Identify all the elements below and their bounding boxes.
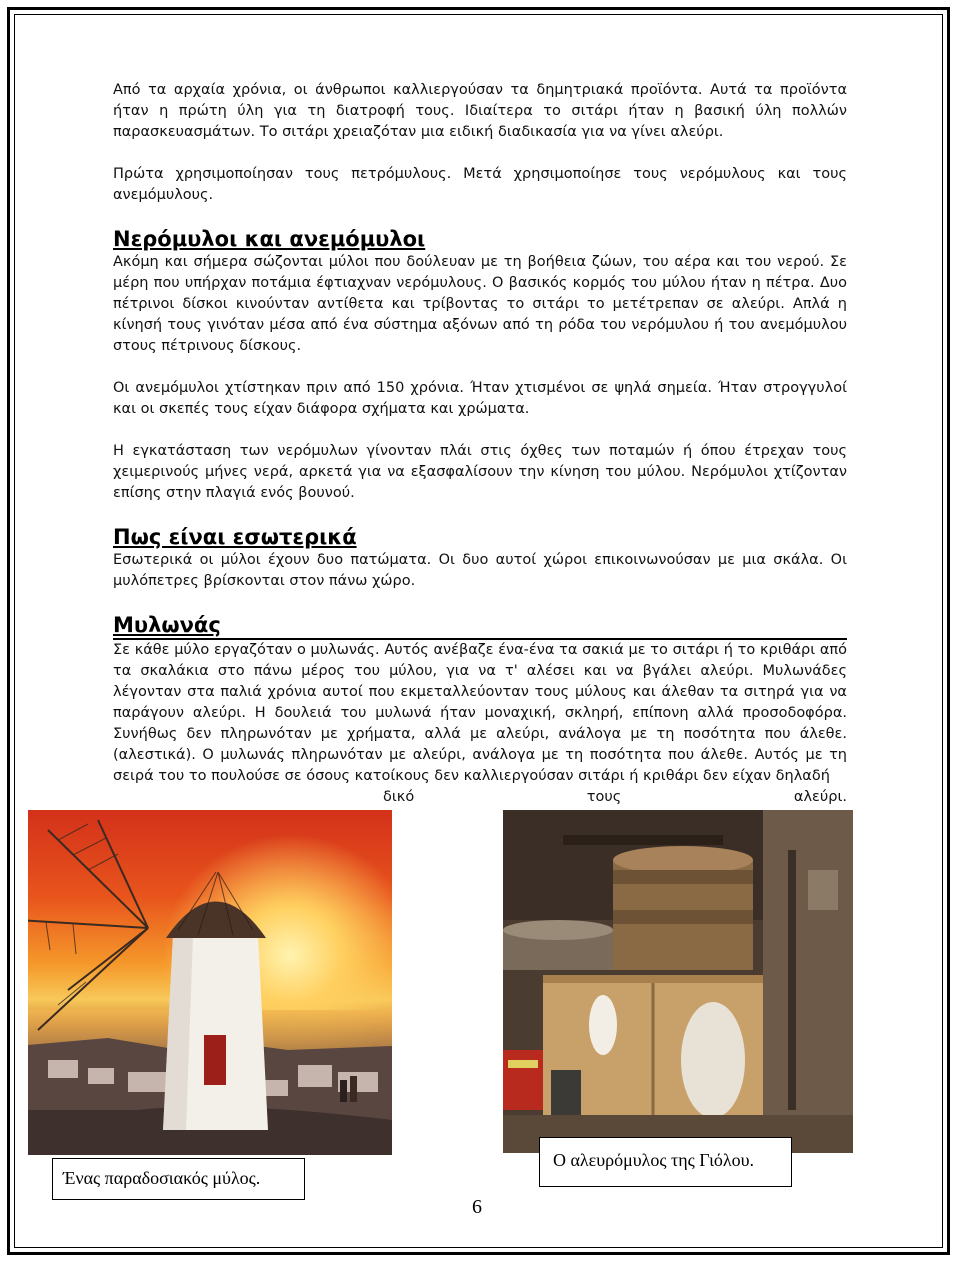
- watermills-paragraph-3: Η εγκατάσταση των νερόμυλων γίνονταν πλάι στις όχθες των ποταμών ή όπου έτρεχαν τους χειμερινούς μήνες νερά, αρκετά για να εξασφαλίσουν την κίνηση του μύλου. Νερόμυλοι χτίζονταν επίσης στην πλαγιά ενός βουνού.: [113, 443, 847, 501]
- caption-mill-interior: [539, 1137, 792, 1187]
- caption-windmill-text: Ένας παραδοσιακός μύλος.: [63, 1168, 261, 1188]
- windmill-illustration: [28, 810, 392, 1155]
- section-title-watermills: Νερόμυλοι και ανεμόμυλοι: [113, 227, 426, 251]
- section-title-miller: Μυλωνάς: [113, 612, 847, 640]
- intro-paragraph-2: Πρώτα χρησιμοποίησαν τους πετρόμυλους. Μετά χρησιμοποίησε τους νερόμυλους και τους ανεμόμυλους.: [113, 166, 847, 203]
- watermills-paragraph-1: Ακόμη και σήμερα σώζονται μύλοι που δούλευαν με τη βοήθεια ζώων, του αέρα και του νερού. Σε μέρη που υπήρχαν ποτάμια έφτιαχναν νερόμυλους. Ο βασικός κορμός του μύλου ήταν η πέτρα. Δυο πέτρινοι δίσκοι κινούνταν αντίθετα και τρίβοντας το σιτάρι το μετέτρεπαν σε αλεύρι. Απλά η κίνησή τους γινόταν μέσα από ένα σύστημα αξόνων από τη ρόδα του νερόμυλου ή του ανεμόμυλου στους πέτρινους δίσκους.: [113, 254, 847, 354]
- interior-paragraph: Εσωτερικά οι μύλοι έχουν δυο πατώματα. Οι δυο αυτοί χώροι επικοινωνούσαν με μια σκάλα. Οι μυλόπετρες βρίσκονται στον πάνω χώρο.: [113, 552, 847, 589]
- document-body: [113, 80, 847, 808]
- miller-paragraph-text: Σε κάθε μύλο εργαζόταν ο μυλωνάς. Αυτός ανέβαζε ένα-ένα τα σακιά με το σιτάρι ή το κριθάρι από τα σκαλάκια στο πάνω μέρος του μύλου, για να τ' αλέσει και να βγάλει αλεύρι. Μυλωνάδες λέγονταν στα παλιά χρόνια αυτοί που εκμεταλλεύονταν τους μύλους και άλεθαν τα σιτηρά για να παράγουν αλεύρι. Η δουλειά του μυλωνά ήταν μοναχική, σκληρή, επίπονη αλλά προσοδοφόρα. Συνήθως δεν πληρωνόταν με χρήματα, αλλά με αλεύρι, ανάλογα με τη ποσότητα που άλεθε. (αλεστικά). Ο μυλωνάς πληρωνόταν με αλεύρι, ανάλογα με τη ποσότητα που άλεθε. Αυτός με τη σειρά του το πουλούσε σε όσους κατοίκους δεν καλλιεργούσαν σιτάρι ή κριθάρι δεν είχαν δηλαδή: [113, 642, 847, 784]
- section-title-interior: Πως είναι εσωτερικά: [113, 525, 357, 549]
- page-number: 6: [472, 1196, 482, 1218]
- mill-interior-photo: [503, 810, 853, 1153]
- mill-interior-illustration: [503, 810, 853, 1153]
- watermills-paragraph-2: Οι ανεμόμυλοι χτίστηκαν πριν από 150 χρόνια. Ήταν χτισμένοι σε ψηλά σημεία. Ήταν στρογγυλοί και οι σκεπές τους είχαν διάφορα σχήματα και χρώματα.: [113, 380, 847, 417]
- miller-last-line-text: δικό τους αλεύρι.: [383, 789, 847, 805]
- caption-mill-interior-text: Ο αλευρόμυλος της Γιόλου.: [553, 1150, 755, 1170]
- miller-paragraph-last-line: [113, 787, 847, 808]
- windmill-photo: [28, 810, 392, 1155]
- miller-paragraph: [113, 640, 847, 787]
- intro-paragraph: Από τα αρχαία χρόνια, οι άνθρωποι καλλιεργούσαν τα δημητριακά προϊόντα. Αυτά τα προϊόντα ήταν η πρώτη ύλη για τη διατροφή τους. Ιδιαίτερα το σιτάρι ήταν η βασική ύλη πολλών παρασκευασμάτων. Το σιτάρι χρειαζόταν μια ειδική διαδικασία για να γίνει αλεύρι.: [113, 82, 847, 140]
- caption-windmill: [52, 1158, 305, 1200]
